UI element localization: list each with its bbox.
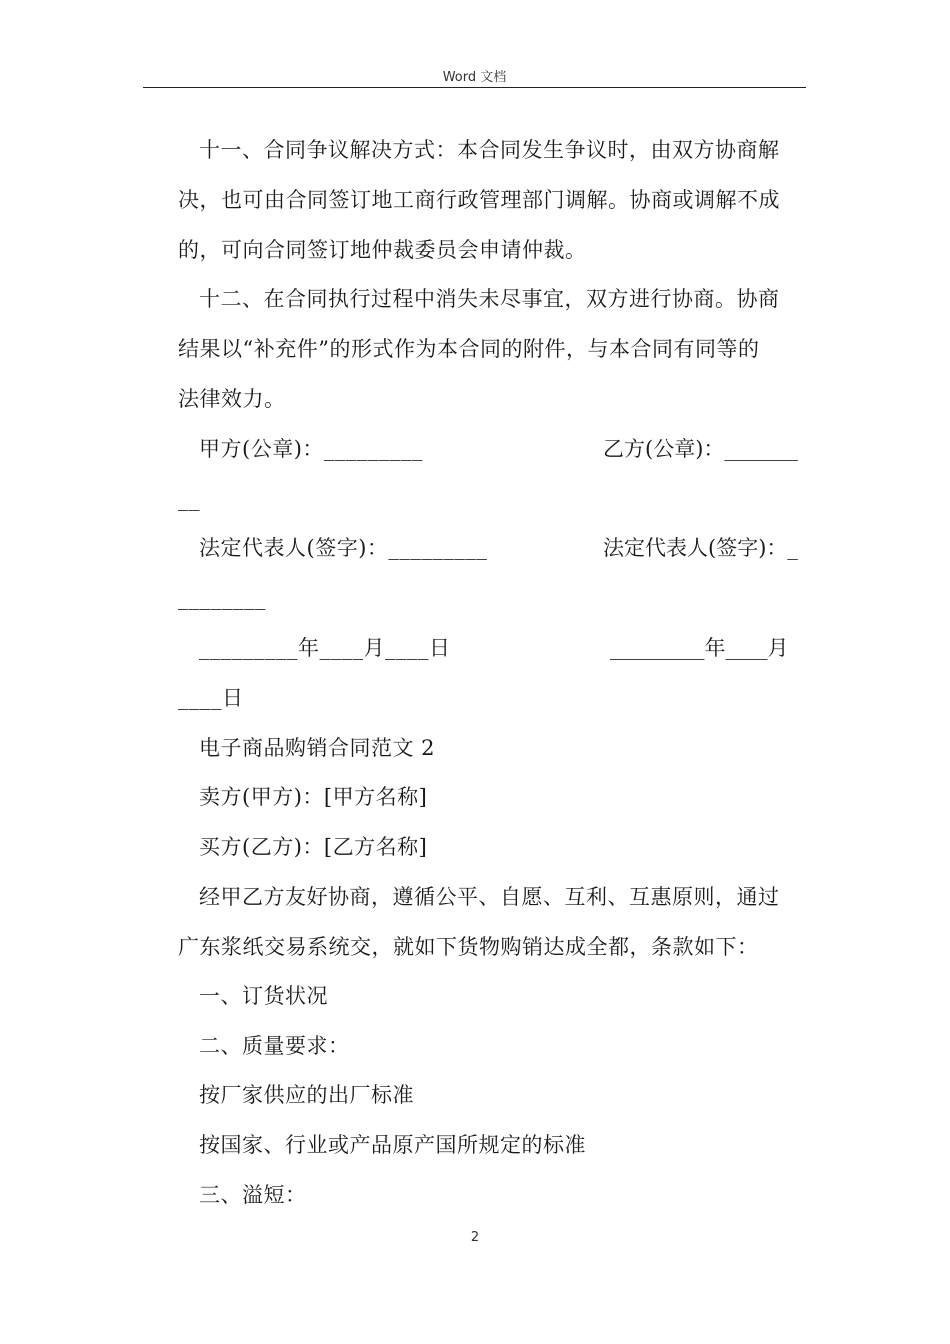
clause-11-line-1: 十一、合同争议解决方式：本合同发生争议时，由双方协商解 xyxy=(199,138,780,162)
party-b-seal: 乙方(公章)：_______ xyxy=(603,437,798,461)
clause-11-line-2: 决，也可由合同签订地工商行政管理部门调解。协商或调解不成 xyxy=(178,188,780,212)
clause-12-line-3: 法律效力。 xyxy=(178,387,286,411)
party-b-seal-cont: __ xyxy=(178,487,200,511)
rep-b: 法定代表人(签字)：_ xyxy=(603,536,798,560)
section-1: 一、订货状况 xyxy=(199,984,328,1008)
standard-1: 按厂家供应的出厂标准 xyxy=(199,1083,414,1107)
clause-11-line-3: 的，可向合同签订地仲裁委员会申请仲裁。 xyxy=(178,238,587,262)
date-b: _________年____月 xyxy=(610,636,789,660)
intro-line-2: 广东浆纸交易系统交，就如下货物购销达成全都，条款如下： xyxy=(178,935,759,959)
rep-b-cont: ________ xyxy=(178,586,266,610)
party-a-seal: 甲方(公章)：_________ xyxy=(199,437,423,461)
date-a: _________年____月____日 xyxy=(199,636,451,660)
page-number: 2 xyxy=(470,1230,480,1245)
standard-2: 按国家、行业或产品原产国所规定的标准 xyxy=(199,1133,586,1157)
clause-12-line-2: 结果以“补充件”的形式作为本合同的附件，与本合同有同等的 xyxy=(178,337,760,361)
contract-2-title: 电子商品购销合同范文 2 xyxy=(199,736,436,760)
section-3: 三、溢短： xyxy=(199,1183,307,1207)
clause-12-line-1: 十二、在合同执行过程中消失未尽事宜，双方进行协商。协商 xyxy=(199,287,780,311)
page-header: Word 文档 xyxy=(442,70,507,85)
seller-line: 卖方(甲方)：[甲方名称] xyxy=(199,785,428,809)
date-b-cont: ____日 xyxy=(178,686,244,710)
buyer-line: 买方(乙方)：[乙方名称] xyxy=(199,835,428,859)
intro-line-1: 经甲乙方友好协商，遵循公平、自愿、互利、互惠原则，通过 xyxy=(199,885,780,909)
section-2: 二、质量要求： xyxy=(199,1034,350,1058)
header-rule xyxy=(143,87,806,88)
rep-a: 法定代表人(签字)：_________ xyxy=(199,536,488,560)
